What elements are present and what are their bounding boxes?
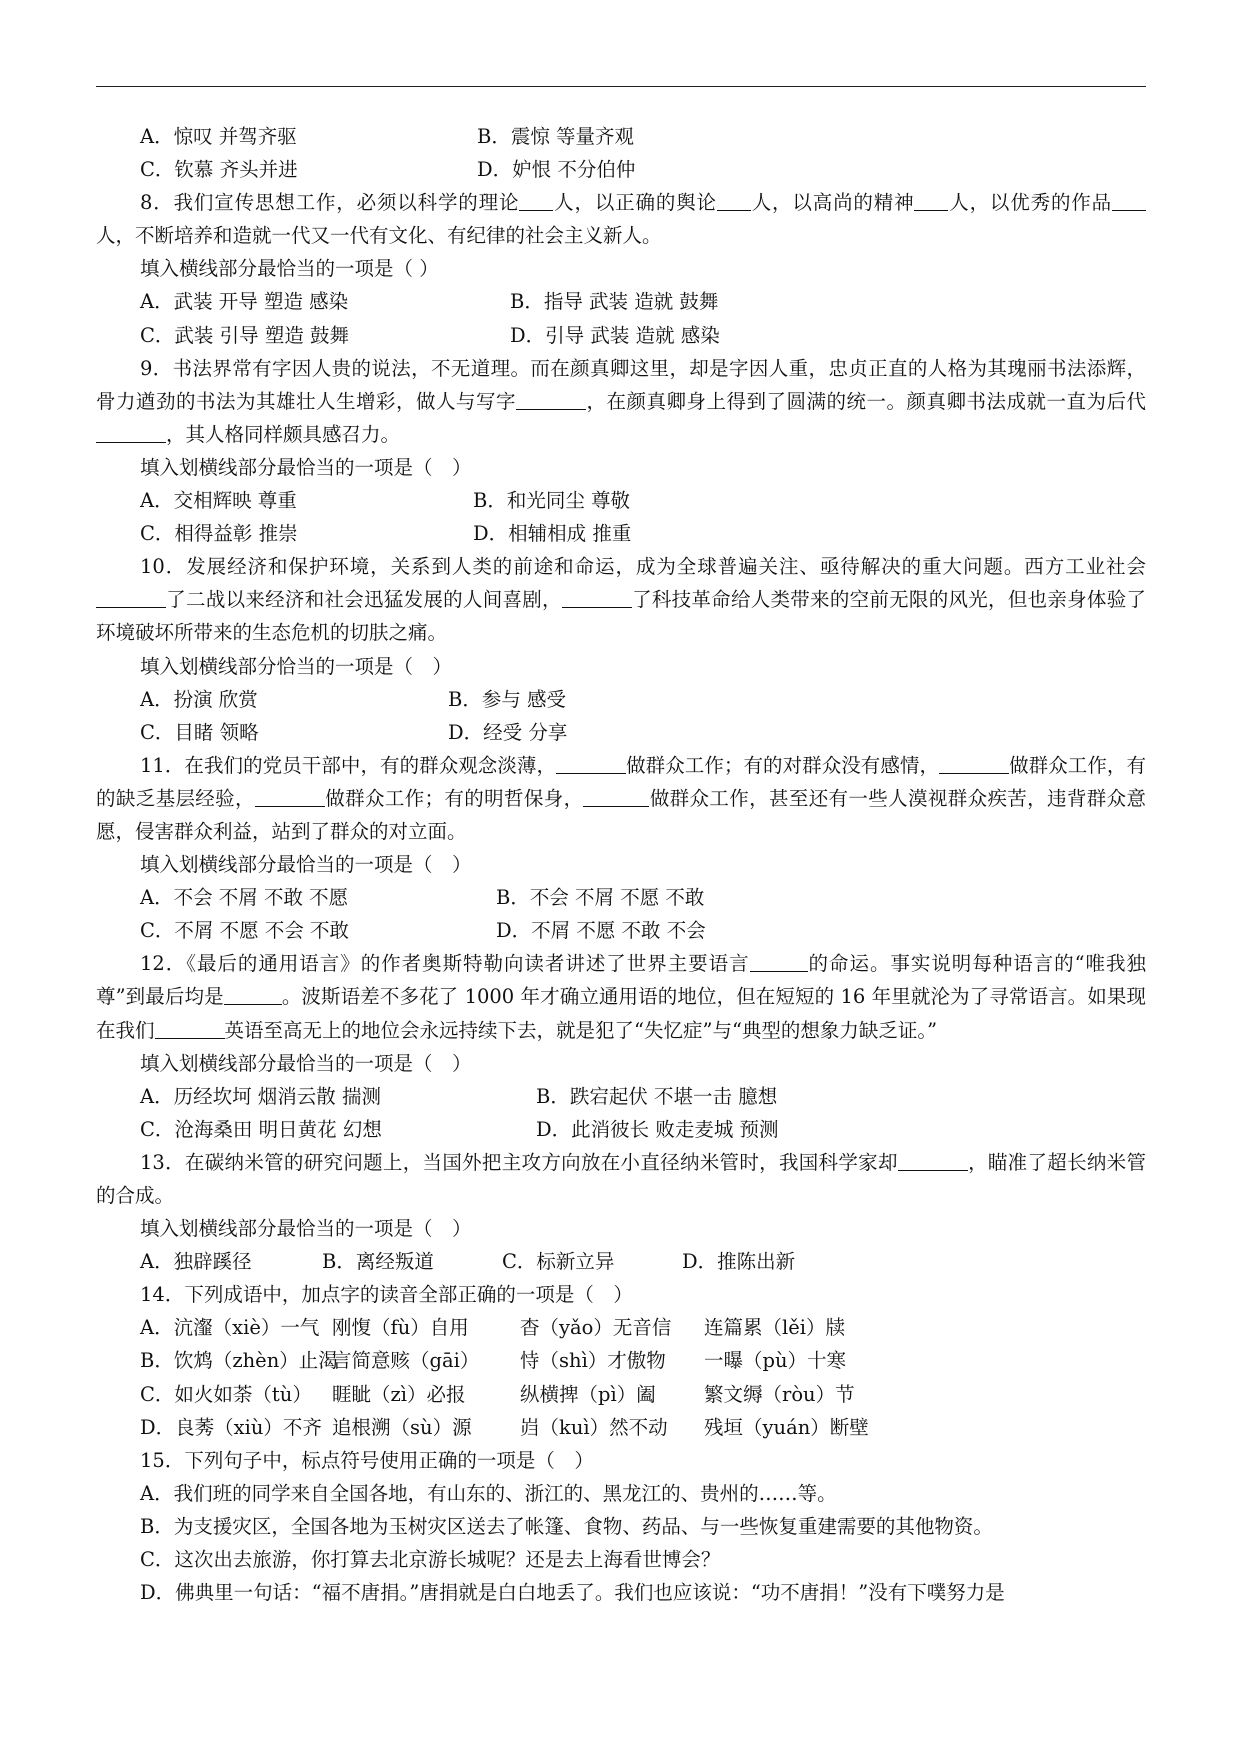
q11-option-b: B．不会 不屑 不愿 不敢 — [496, 886, 705, 910]
q10-option-row-2 — [96, 716, 1146, 749]
q9-option-a: A．交相辉映 尊重 — [140, 489, 297, 513]
q7-option-a: A．惊叹 并驾齐驱 — [140, 125, 297, 148]
q11-stem: 11．在我们的党员干部中，有的群众观念淡薄， 做群众工作；有的对群众没有感情， 做群众工作，有的缺乏基层经验， 做群众工作；有的明哲保身， 做群众工作，甚至还有一些人漠视群众疾苦，违背群众意愿，侵害群众利益，站到了群众的对立面。 — [96, 753, 1146, 843]
header-rule — [96, 86, 1146, 87]
q9-option-row-2 — [96, 517, 1146, 550]
q14-option-c: C．如火如荼（tù） 睚眦（zì）必报 纵横捭（pì）阖 繁文缛（ròu）节 — [140, 1382, 855, 1406]
q12-stem: 12．《最后的通用语言》的作者奥斯特勒向读者讲述了世界主要语言 的命运。事实说明每种语言的“唯我独尊”到最后均是 。波斯语差不多花了 1000 年才确立通用语的地位，但在短短的 16 年里就沦为了寻常语言。如果现在我们 英语至高无上的地位会永远持续下去，就是犯了“失忆症”与“典型的想象力缺乏证。” — [96, 952, 1146, 1042]
q8-option-d: D．引导 武装 造就 感染 — [510, 323, 720, 347]
q12-option-d: D．此消彼长 败走麦城 预测 — [536, 1117, 779, 1141]
q12-prompt: 填入划横线部分最恰当的一项是（ ） — [140, 1051, 472, 1075]
q11-prompt: 填入划横线部分最恰当的一项是（ ） — [140, 853, 472, 877]
q12-option-row-2 — [96, 1113, 1146, 1146]
q15-option-a: A．我们班的同学来自全国各地，有山东的、浙江的、黑龙江的、贵州的……等。 — [140, 1481, 837, 1505]
q7-option-row-2 — [96, 153, 1146, 186]
q11-option-a: A．不会 不屑 不敢 不愿 — [140, 886, 349, 910]
q9-option-c: C．相得益彰 推崇 — [140, 522, 298, 546]
q9-option-row-1 — [96, 484, 1146, 517]
q10-prompt: 填入划横线部分恰当的一项是（ ） — [140, 654, 453, 678]
q7-option-d: D．妒恨 不分伯仲 — [477, 158, 636, 182]
q8-option-b: B．指导 武装 造就 鼓舞 — [510, 290, 719, 314]
q7-option-c: C．钦慕 齐头并进 — [140, 158, 298, 182]
q12-option-c: C．沧海桑田 明日黄花 幻想 — [140, 1117, 382, 1141]
q9-option-d: D．相辅相成 推重 — [473, 522, 632, 546]
q12-option-a: A．历经坎坷 烟消云散 揣测 — [140, 1084, 381, 1108]
q8-option-c: C．武装 引导 塑造 鼓舞 — [140, 323, 350, 347]
q8-stem: 8．我们宣传思想工作，必须以科学的理论 人，以正确的舆论 人，以高尚的精神 人，以优秀的作品人，不断培养和造就一代又一代有文化、有纪律的社会主义新人。 — [96, 186, 1146, 252]
q10-stem: 10．发展经济和保护环境，关系到人类的前途和命运，成为全球普遍关注、亟待解决的重大问题。西方工业社会了二战以来经济和社会迅猛发展的人间喜剧， 了科技革命给人类带来的空前无限的风光，但也亲身体验了环境破坏所带来的生态危机的切肤之痛。 — [96, 555, 1146, 645]
q11-option-row-2 — [96, 914, 1146, 947]
q10-option-a: A．扮演 欣赏 — [140, 687, 258, 711]
q13-option-d: D．推陈出新 — [682, 1250, 796, 1274]
q9-stem: 9．书法界常有字因人贵的说法，不无道理。而在颜真卿这里，却是字因人重，忠贞正直的人格为其瑰丽书法添辉，骨力遒劲的书法为其雄壮人生增彩，做人与写字 ，在颜真卿身上得到了圆满的统一。颜真卿书法成就一直为后代，其人格同样颇具感召力。 — [96, 356, 1146, 446]
q10-option-row-1 — [96, 683, 1146, 716]
q11-option-row-1 — [96, 881, 1146, 914]
q13-prompt: 填入划横线部分最恰当的一项是（ ） — [140, 1217, 472, 1241]
q7-option-row-1 — [96, 120, 1146, 153]
q15-stem: 15．下列句子中，标点符号使用正确的一项是（ ） — [140, 1448, 594, 1472]
q13-option-row — [96, 1245, 1146, 1278]
q10-option-c: C．目睹 领略 — [140, 720, 259, 744]
q8-option-row-2 — [96, 319, 1146, 352]
q8-option-row-1 — [96, 285, 1146, 318]
q10-option-d: D．经受 分享 — [448, 720, 568, 744]
q15-option-c: C．这次出去旅游，你打算去北京游长城呢？还是去上海看世博会？ — [140, 1548, 721, 1572]
q14-option-a: A．沆瀣（xiè）一气 刚愎（fù）自用 杳（yǎo）无音信 连篇累（lěi）牍 — [140, 1316, 846, 1340]
exam-page — [96, 120, 1146, 1609]
q12-option-b: B．跌宕起伏 不堪一击 臆想 — [536, 1084, 778, 1108]
q15-option-d: D．佛典里一句话：“福不唐捐。”唐捐就是白白地丢了。我们也应该说：“功不唐捐！”没有下噗努力是 — [140, 1581, 1005, 1605]
q12-option-row-1 — [96, 1080, 1146, 1113]
q9-prompt: 填入划横线部分最恰当的一项是（ ） — [140, 455, 472, 479]
q8-prompt: 填入横线部分最恰当的一项是（ ） — [140, 257, 439, 281]
q8-option-a: A．武装 开导 塑造 感染 — [140, 290, 349, 314]
q15-option-b: B．为支援灾区，全国各地为玉树灾区送去了帐篷、食物、药品、与一些恢复重建需要的其他物资。 — [140, 1514, 993, 1538]
q7-option-b: B．震惊 等量齐观 — [477, 125, 635, 148]
q13-option-c: C．标新立异 — [502, 1250, 615, 1274]
q13-option-a: A．独辟蹊径 — [140, 1250, 252, 1274]
q10-option-b: B．参与 感受 — [448, 687, 567, 711]
q14-option-d: D．良莠（xiù）不齐 追根溯（sù）源 岿（kuì）然不动 残垣（yuán）断壁 — [140, 1415, 869, 1439]
q14-stem: 14．下列成语中，加点字的读音全部正确的一项是（ ） — [140, 1283, 633, 1307]
q11-option-c: C．不屑 不愿 不会 不敢 — [140, 919, 350, 943]
q11-option-d: D．不屑 不愿 不敢 不会 — [496, 919, 706, 943]
q13-option-b: B．离经叛道 — [322, 1250, 434, 1274]
q13-stem: 13．在碳纳米管的研究问题上，当国外把主攻方向放在小直径纳米管时，我国科学家却 ，瞄准了超长纳米管的合成。 — [96, 1150, 1146, 1207]
q14-option-b: B．饮鸩（zhèn）止渴言简意赅（gāi） 恃（shì）才傲物 一曝（pù）十寒 — [140, 1349, 847, 1373]
q9-option-b: B．和光同尘 尊敬 — [473, 489, 631, 513]
